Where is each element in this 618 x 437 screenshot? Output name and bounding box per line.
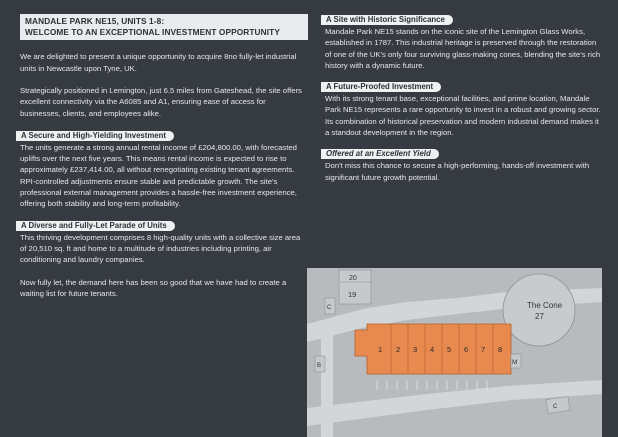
unit-6-label: 6 xyxy=(464,345,469,354)
cone-name: The Cone xyxy=(527,301,563,310)
label-b: B xyxy=(317,363,322,369)
unit-4-label: 4 xyxy=(430,345,435,354)
section-future-proofed xyxy=(325,81,603,138)
label-20: 20 xyxy=(349,275,357,282)
label-c-left: C xyxy=(327,305,332,311)
unit-8-label: 8 xyxy=(498,345,503,354)
page-title-line2: WELCOME TO AN EXCEPTIONAL INVESTMENT OPPORTUNITY xyxy=(25,27,280,38)
the-cone xyxy=(503,274,575,346)
page-title-line1: MANDALE PARK NE15, UNITS 1-8: xyxy=(25,16,165,26)
label-19: 19 xyxy=(348,290,357,299)
right-column xyxy=(325,14,603,193)
section-heading: A Diverse and Fully-Let Parade of Units xyxy=(16,221,175,231)
section-diverse-units xyxy=(20,220,308,299)
building-c-right xyxy=(546,397,570,414)
section-heading: A Secure and High-Yielding Investment xyxy=(16,131,174,141)
page-title xyxy=(20,14,308,40)
section-body-2: Now fully let, the demand here has been so good that we have had to create a waiting list for future tenants. xyxy=(20,277,287,298)
section-body: The units generate a strong annual rental income of £204,800.00, with forecasted uplifts over the next five years. This means rental income is expected to rise to approximately £237,414.00, all without renegotiating existing tenant agreements. RPI-controlled adjustments ensure stable and predictable growth. The site's professional external management provides a hassle-free investment experience, offering both stability and long-term profitability. xyxy=(20,142,297,209)
section-heading: A Future-Proofed Investment xyxy=(321,82,441,92)
road-left xyxy=(321,328,333,437)
label-c-right: C xyxy=(553,404,558,410)
section-heading: Offered at an Excellent Yield xyxy=(321,149,439,159)
left-column xyxy=(20,14,308,309)
site-map xyxy=(307,268,602,437)
section-body: This thriving development comprises 8 high-quality units with a collective size area of 20,510 sq. ft and home to a multitude of industries including printing, air conditioning and laundry companies. xyxy=(20,232,301,265)
section-historic xyxy=(325,14,603,71)
section-secure-investment xyxy=(20,130,308,210)
unit-5-label: 5 xyxy=(447,345,452,354)
section-body: Don't miss this chance to secure a high-performing, hands-off investment with significant future growth potential. xyxy=(325,161,590,182)
section-yield xyxy=(325,148,603,183)
unit-7-label: 7 xyxy=(481,345,486,354)
label-m: M xyxy=(512,359,518,366)
unit-2-label: 2 xyxy=(396,345,401,354)
intro-paragraph-2: Strategically positioned in Lemington, just 6.5 miles from Gateshead, the site offers excellent connectivity via the A6085 and A1, ensuring ease of access for businesses, clients, and employees alike. xyxy=(20,86,302,118)
section-heading: A Site with Historic Significance xyxy=(321,15,453,25)
cone-number: 27 xyxy=(535,312,544,321)
unit-1-label: 1 xyxy=(378,345,383,354)
intro-paragraph-1: We are delighted to present a unique opportunity to acquire 8no fully-let industrial units in Newcastle upon Tyne, UK. xyxy=(20,52,297,73)
section-body: Mandale Park NE15 stands on the iconic site of the Lemington Glass Works, established in 1787. This industrial heritage is preserved through the restoration of one of the UK's only four surviving glass-making cones, blending the site's rich history with a dynamic future. xyxy=(325,27,601,70)
unit-3-label: 3 xyxy=(413,345,418,354)
site-map-drawing xyxy=(307,268,602,437)
section-body: With its strong tenant base, exceptional facilities, and prime location, Mandale Park NE15 represents a rare opportunity to invest in a robust and growing sector. Its combination of historical preservation and modern industrial demand makes it a standout development in the region. xyxy=(325,94,601,138)
